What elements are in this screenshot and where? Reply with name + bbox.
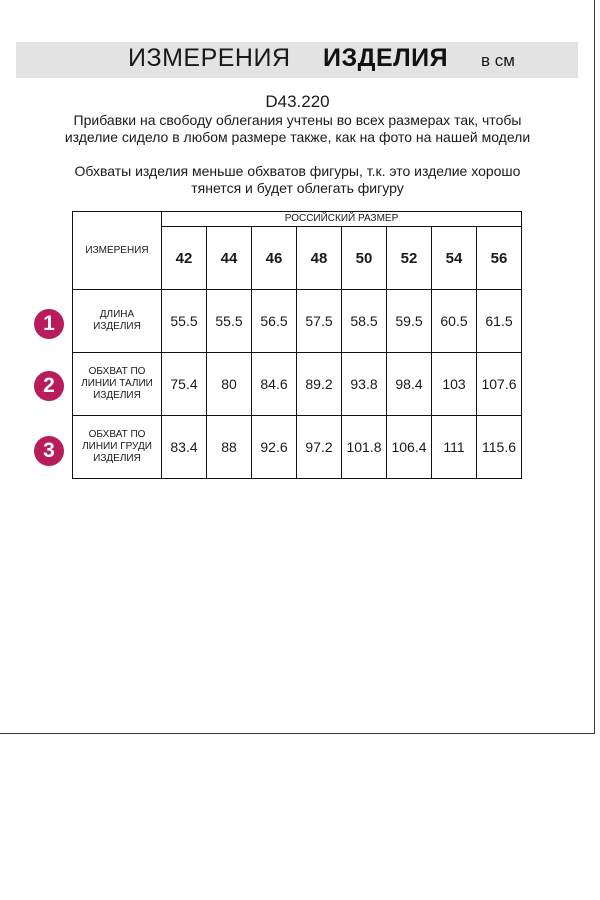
table-cell: 89.2 (297, 353, 342, 416)
table-cell: 83.4 (162, 416, 207, 479)
size-header: 56 (477, 227, 522, 290)
row-number-badge: 1 (34, 309, 64, 339)
size-header: 50 (342, 227, 387, 290)
table-cell: 60.5 (432, 290, 477, 353)
table-row (73, 290, 522, 353)
table-cell: 58.5 (342, 290, 387, 353)
table-cell: 61.5 (477, 290, 522, 353)
product-code: D43.220 (265, 92, 330, 111)
row-label-chest (73, 416, 162, 479)
size-header: 54 (432, 227, 477, 290)
size-header: 44 (207, 227, 252, 290)
corner-label: ИЗМЕРЕНИЯ (73, 212, 162, 290)
row-label-line: ИЗДЕЛИЯ (93, 321, 141, 332)
table-cell: 59.5 (387, 290, 432, 353)
row-number-badge: 3 (34, 436, 64, 466)
table-cell: 75.4 (162, 353, 207, 416)
row-label-line: ОБХВАТ ПО (88, 366, 146, 377)
size-table (72, 211, 522, 479)
row-label-line: ИЗДЕЛИЯ (93, 390, 141, 401)
row-label-line: ЛИНИИ ГРУДИ (82, 441, 152, 452)
row-label-line: ИЗДЕЛИЯ (93, 453, 141, 464)
header-units: в см (481, 51, 515, 70)
header-title-measurements: ИЗМЕРЕНИЯ (128, 44, 291, 72)
table-cell: 93.8 (342, 353, 387, 416)
table-cell: 101.8 (342, 416, 387, 479)
table-cell: 84.6 (252, 353, 297, 416)
size-header: 48 (297, 227, 342, 290)
table-cell: 57.5 (297, 290, 342, 353)
table-cell: 55.5 (162, 290, 207, 353)
row-number-badge: 2 (34, 371, 64, 401)
table-row (73, 353, 522, 416)
size-header: 46 (252, 227, 297, 290)
table-cell: 111 (432, 416, 477, 479)
row-label-waist (73, 353, 162, 416)
row-label-line: ЛИНИИ ТАЛИИ (81, 378, 153, 389)
size-header: 42 (162, 227, 207, 290)
stretch-note: Обхваты изделия меньше обхватов фигуры, т.к. это изделие хорошо тянется и будет облегать фигуру (74, 163, 521, 196)
fit-note: Прибавки на свободу облегания учтены во всех размерах так, чтобы изделие сидело в любом размере также, как на фото на нашей модели (64, 112, 531, 145)
table-cell: 92.6 (252, 416, 297, 479)
table-cell: 106.4 (387, 416, 432, 479)
row-label-length (73, 290, 162, 353)
table-cell: 88 (207, 416, 252, 479)
table-row (73, 416, 522, 479)
size-header: 52 (387, 227, 432, 290)
table-cell: 80 (207, 353, 252, 416)
table-cell: 98.4 (387, 353, 432, 416)
row-label-line: ОБХВАТ ПО (88, 429, 146, 440)
table-cell: 55.5 (207, 290, 252, 353)
table-cell: 115.6 (477, 416, 522, 479)
table-header-row (73, 212, 522, 227)
row-label-line: ДЛИНА (99, 309, 135, 320)
size-caption: РОССИЙСКИЙ РАЗМЕР (162, 212, 522, 227)
table-cell: 56.5 (252, 290, 297, 353)
table-cell: 107.6 (477, 353, 522, 416)
table-cell: 97.2 (297, 416, 342, 479)
header-title-item: ИЗДЕЛИЯ (323, 44, 449, 72)
table-cell: 103 (432, 353, 477, 416)
